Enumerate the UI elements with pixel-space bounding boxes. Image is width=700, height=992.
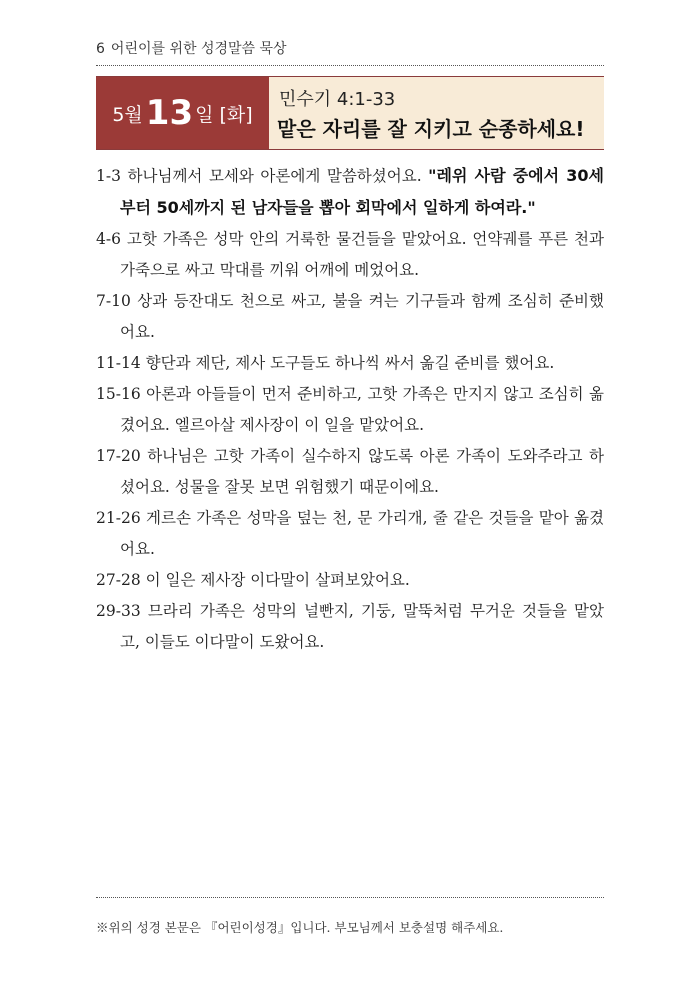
verse-item	[96, 503, 604, 565]
page-header	[96, 38, 287, 58]
verse-item	[96, 348, 604, 379]
verse-text: 상과 등잔대도 천으로 싸고, 불을 켜는 기구들과 함께 조심히 준비했어요.	[120, 292, 604, 341]
verse-item	[96, 596, 604, 658]
verse-text: 게르손 가족은 성막을 덮는 천, 문 가리개, 줄 같은 것들을 맡아 옮겼어요.	[120, 509, 604, 558]
title-box	[269, 77, 604, 149]
date-month: 5월	[112, 103, 143, 126]
verse-text: 하나님께서 모세와 아론에게 말씀하셨어요.	[127, 167, 429, 185]
devotion-banner	[96, 76, 604, 150]
date-weekday: [화]	[219, 103, 253, 126]
verse-range: 17-20	[96, 447, 141, 465]
verse-range: 11-14	[96, 354, 141, 372]
verse-text: 하나님은 고핫 가족이 실수하지 않도록 아론 가족이 도와주라고 하셨어요. 성물을 잘못 보면 위험했기 때문이에요.	[120, 447, 604, 496]
book-title: 어린이를 위한 성경말씀 묵상	[110, 41, 287, 57]
date-day-unit: 일	[195, 103, 214, 126]
header-divider	[96, 65, 604, 66]
date-box	[96, 77, 269, 149]
verse-item	[96, 224, 604, 286]
verse-range: 15-16	[96, 385, 141, 403]
verse-item	[96, 441, 604, 503]
verse-text: 고핫 가족은 성막 안의 거룩한 물건들을 맡았어요. 언약궤를 푸른 천과 가죽으로 싸고 막대를 끼워 어깨에 메었어요.	[120, 230, 604, 279]
verse-item	[96, 286, 604, 348]
verse-item	[96, 160, 604, 224]
devotion-title: 맡은 자리를 잘 지키고 순종하세요!	[277, 117, 585, 141]
footer-divider	[96, 897, 604, 898]
footnote: ※위의 성경 본문은 『어린이성경』입니다. 부모님께서 보충설명 해주세요.	[96, 920, 504, 935]
verse-range: 29-33	[96, 602, 141, 620]
verse-range: 27-28	[96, 571, 141, 589]
scripture-reference: 민수기 4:1-33	[279, 89, 396, 110]
verse-item	[96, 565, 604, 596]
verse-item	[96, 379, 604, 441]
date-day: 13	[145, 93, 194, 133]
verse-text: 아론과 아들들이 먼저 준비하고, 고핫 가족은 만지지 않고 조심히 옮겼어요. 엘르아살 제사장이 이 일을 맡았어요.	[120, 385, 604, 434]
verse-range: 7-10	[96, 292, 131, 310]
verse-range: 1-3	[96, 167, 121, 185]
verse-range: 21-26	[96, 509, 141, 527]
verse-text: 므라리 가족은 성막의 널빤지, 기둥, 말뚝처럼 무거운 것들을 맡았고, 이들도 이다말이 도왔어요.	[120, 602, 604, 651]
verse-quote: "레위 사람 중에서 30세부터 50세까지 된 남자들을 뽑아 회막에서 일하게 하여라."	[120, 166, 604, 217]
verse-list	[96, 160, 604, 658]
verse-text: 이 일은 제사장 이다말이 살펴보았어요.	[145, 571, 410, 589]
verse-text: 향단과 제단, 제사 도구들도 하나씩 싸서 옮길 준비를 했어요.	[145, 354, 555, 372]
page-number: 6	[96, 41, 105, 57]
verse-range: 4-6	[96, 230, 121, 248]
